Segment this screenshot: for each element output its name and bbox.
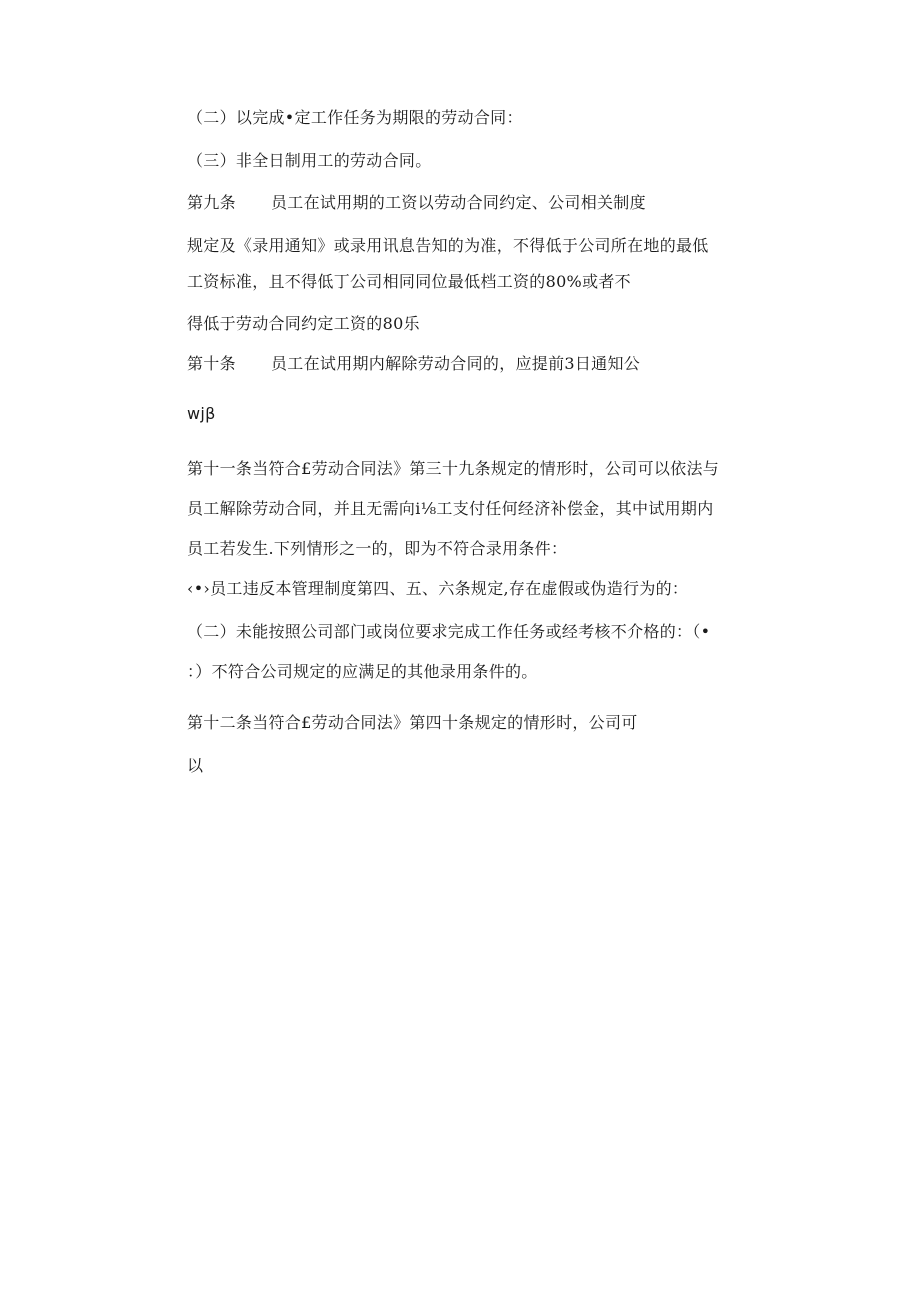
- clause-3-part-time-contract: （三）非全日制用工的劳动合同。: [187, 151, 432, 170]
- article-9-label: 第九条: [187, 193, 236, 212]
- article-10-text: 员工在试用期内解除劳动合同的，应提前3日通知公: [271, 354, 641, 373]
- article-9-line-3: 工资标准，且不得低丁公司相同同位最低档工资的80%或者不: [187, 272, 631, 291]
- article-9-text: 员工在试用期的工资以劳动合同约定、公司相关制度: [271, 193, 646, 212]
- article-11-line-2: 员工解除劳动合同，并且无需向i⅛工支付任何经济补偿金，其中试用期内: [187, 499, 714, 518]
- clause-2-fixed-task-contract: （二）以完成•定工作任务为期限的劳动合同：: [187, 108, 523, 127]
- article-12-line-2: 以: [187, 756, 204, 775]
- article-10-first-line: [187, 353, 640, 375]
- article-9-line-2: 规定及《录用通知》或录用讯息告知的为准，不得低于公司所在地的最低: [187, 236, 709, 255]
- article-11-item-2: （二）未能按照公司部门或岗位要求完成工作任务或经考核不介格的：（•: [187, 622, 711, 641]
- article-9-line-4: 得低于劳动合同约定工资的80乐: [187, 314, 420, 333]
- article-11-item-1: ‹•›员工违反本管理制度第四、五、六条规定,存在虚假或伪造行为的：: [187, 579, 689, 598]
- article-11-line-3: 员工若发生.下列情形之一的，即为不符合录用条件：: [187, 539, 568, 558]
- article-12-line-1: 第十二条当符合£劳动合同法》第四十条规定的情形时，公司可: [187, 713, 638, 732]
- article-10-label: 第十条: [187, 354, 236, 373]
- article-11-line-1: 第十一条当符合£劳动合同法》第三十九条规定的情形时，公司可以依法与: [187, 459, 720, 478]
- article-10-line-2: wjβ: [187, 404, 216, 423]
- article-11-item-3: ：）不符合公司规定的应满足的其他录用条件的。: [187, 662, 538, 681]
- article-9-first-line: [187, 192, 646, 214]
